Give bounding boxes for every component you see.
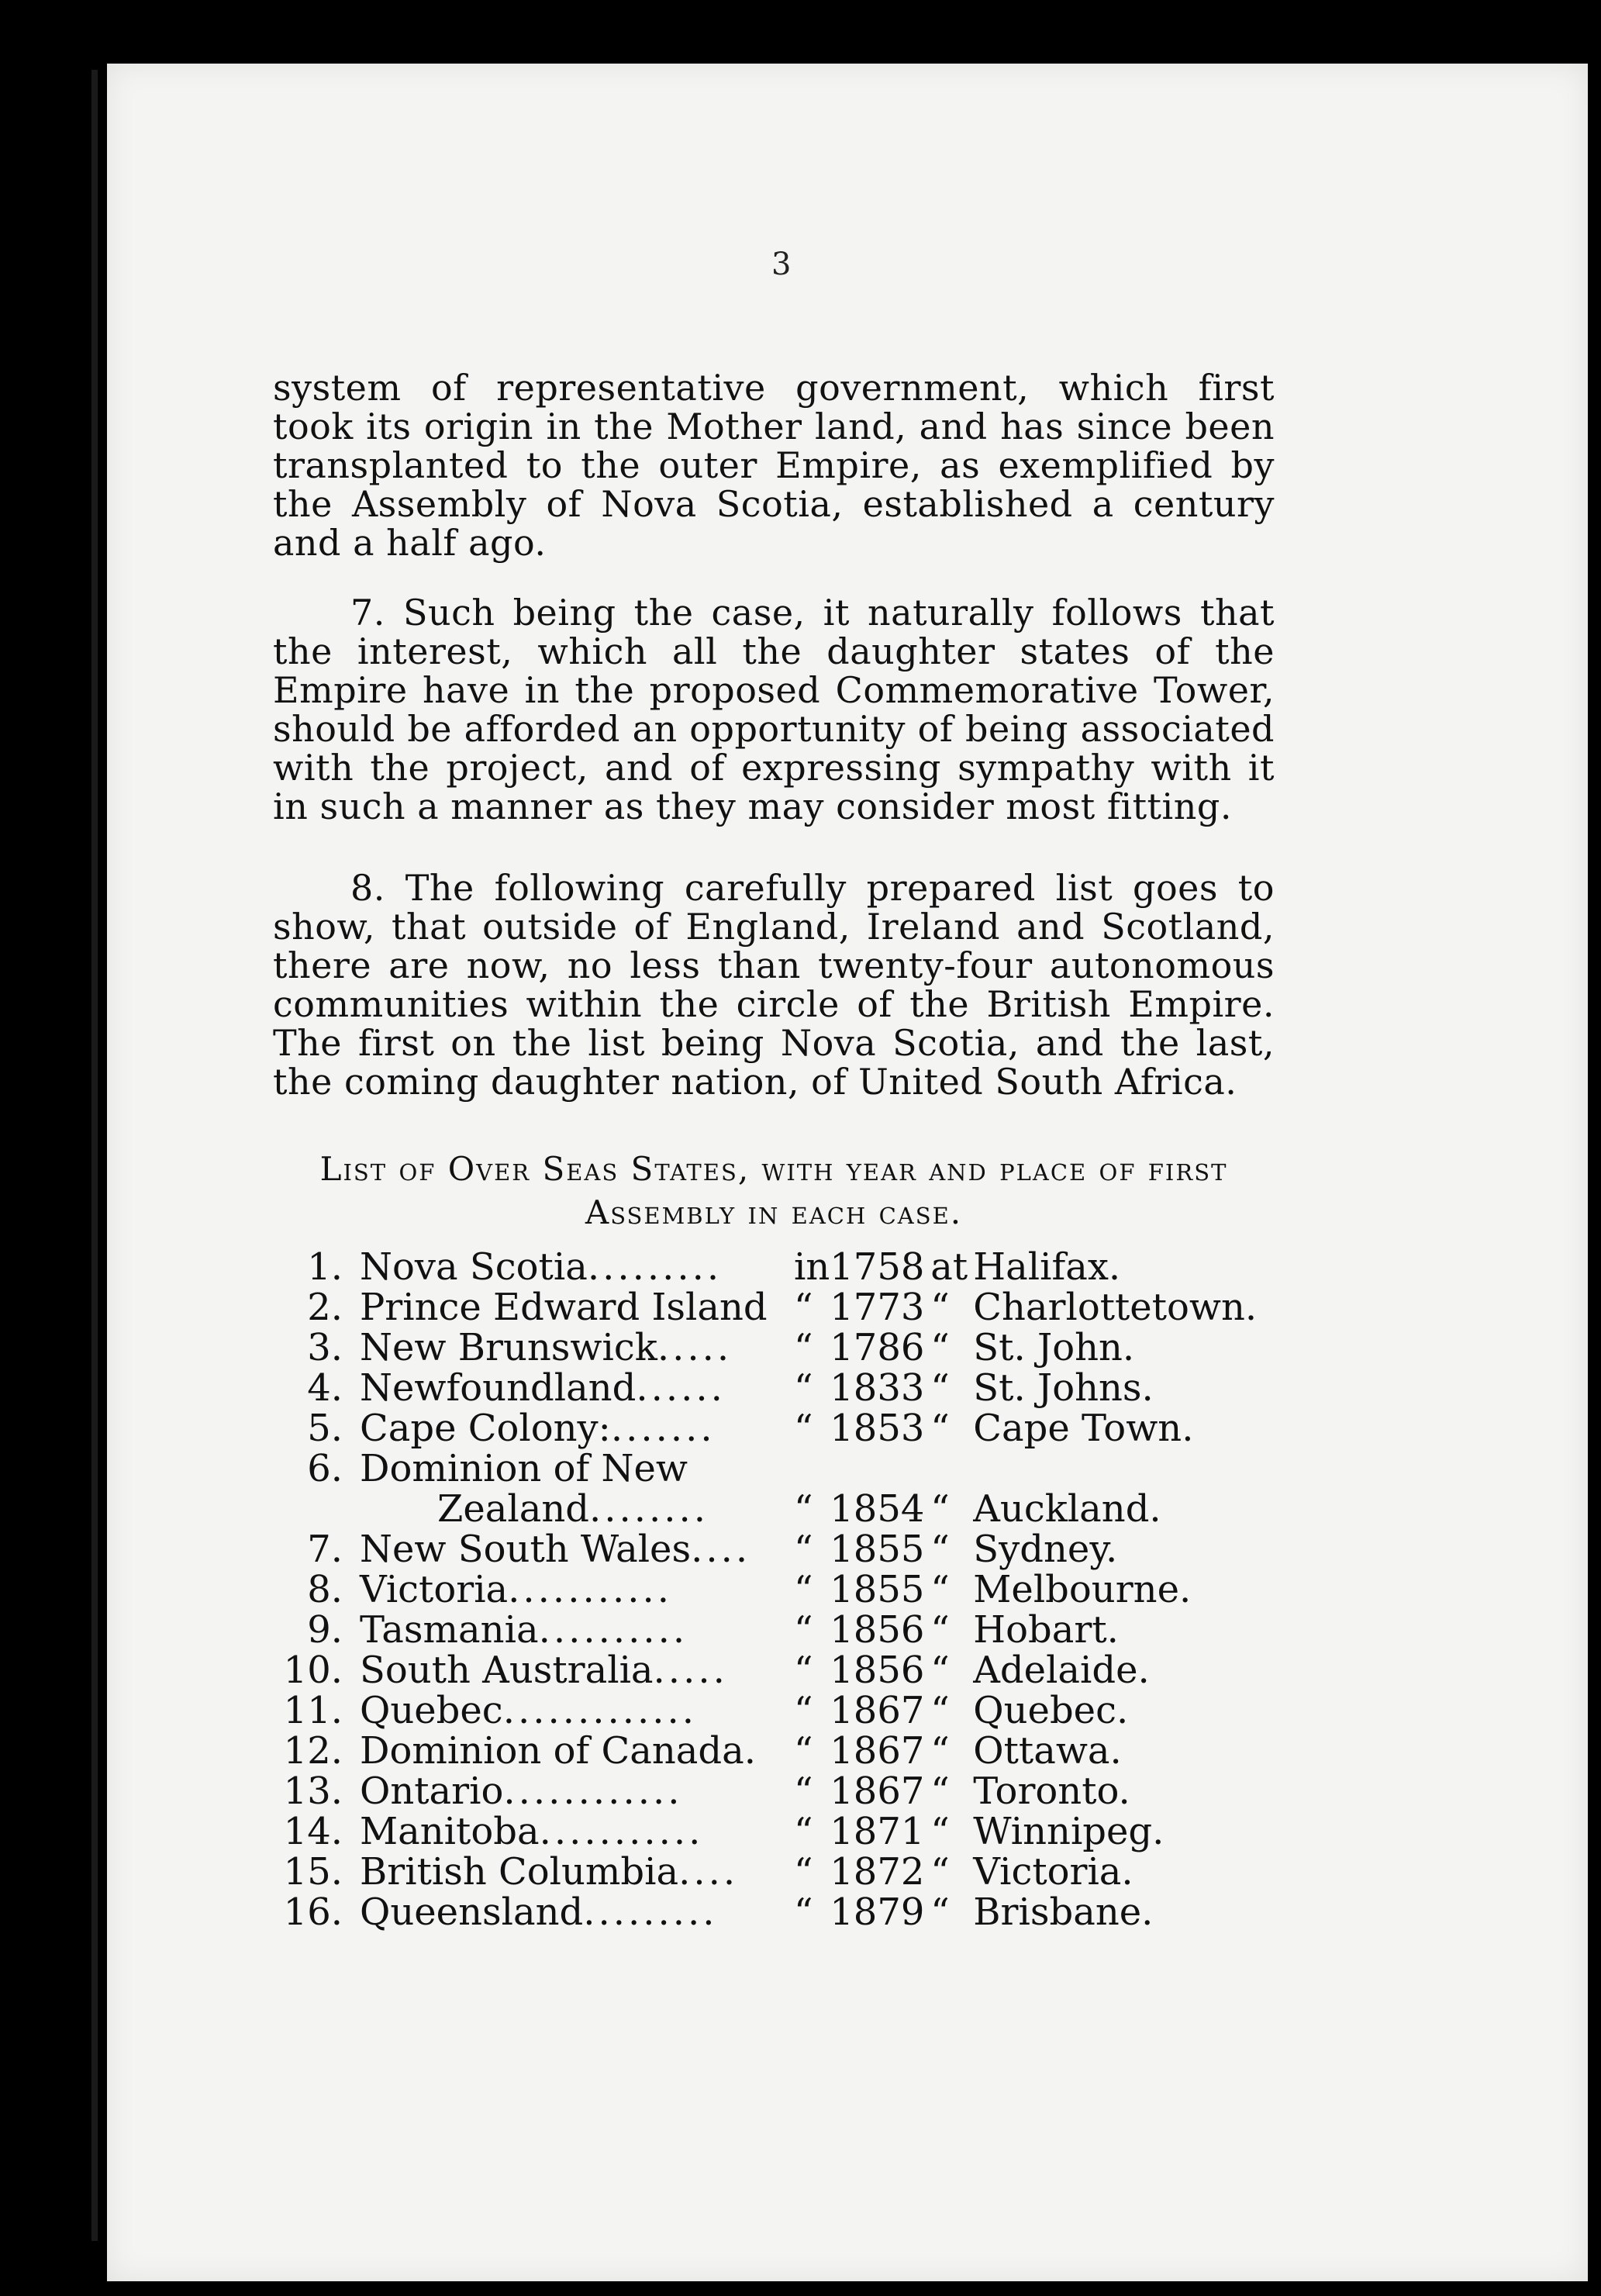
state-name-cell bbox=[360, 1368, 794, 1408]
assembly-year bbox=[830, 1448, 930, 1489]
table-row bbox=[273, 1731, 1296, 1771]
row-number: 7. bbox=[307, 1528, 343, 1571]
ditto-at: “ bbox=[930, 1366, 950, 1410]
state-name-cell bbox=[360, 1771, 794, 1811]
binding-edge bbox=[91, 70, 98, 2241]
leader-dots: ..... bbox=[653, 1649, 728, 1692]
assembly-place: Cape Town. bbox=[973, 1407, 1194, 1450]
state-name-cell bbox=[360, 1811, 794, 1852]
assembly-place: Winnipeg. bbox=[973, 1810, 1165, 1853]
assembly-year: 1786 bbox=[830, 1326, 925, 1369]
row-number: 15. bbox=[283, 1850, 343, 1894]
ditto-in: “ bbox=[794, 1326, 813, 1369]
assembly-place: Charlottetown. bbox=[973, 1286, 1258, 1329]
table-row bbox=[273, 1569, 1296, 1610]
ditto-at: at bbox=[930, 1245, 968, 1289]
assembly-place: Toronto. bbox=[973, 1769, 1130, 1813]
leader-dots: .......... bbox=[538, 1608, 688, 1652]
state-name: Nova Scotia bbox=[360, 1245, 588, 1289]
state-name: Newfoundland bbox=[360, 1366, 637, 1410]
assembly-place: Sydney. bbox=[973, 1528, 1118, 1571]
state-name-cell bbox=[360, 1529, 794, 1569]
assembly-year: 1855 bbox=[830, 1568, 925, 1611]
row-number: 1. bbox=[307, 1245, 343, 1289]
paragraph-7: 7. Such being the case, it naturally follows that the interest, which all the daughter states of the Empire have in the proposed Commemorative Tower, should be afforded an opportunity of being associated with the project, and of expressing sympathy with it in such a manner as they may consider most fitting. bbox=[273, 592, 1275, 827]
state-name-cell bbox=[360, 1650, 794, 1690]
leader-dots: ............. bbox=[502, 1689, 698, 1732]
state-name-cell bbox=[360, 1852, 794, 1892]
leader-dots: ...... bbox=[636, 1366, 726, 1410]
states-table bbox=[273, 1247, 1296, 1932]
ditto-at: “ bbox=[930, 1890, 950, 1934]
assembly-place: Hobart. bbox=[973, 1608, 1119, 1652]
ditto-at: “ bbox=[930, 1689, 950, 1732]
assembly-place: St. John. bbox=[973, 1326, 1135, 1369]
table-row bbox=[273, 1852, 1296, 1892]
table-row bbox=[273, 1690, 1296, 1731]
paragraph-1: system of representative government, which first took its origin in the Mother land, and has since been transplanted to the outer Empire, as exemplified by the Assembly of Nova Scotia, established a century and a half ago. bbox=[273, 367, 1275, 564]
row-number: 6. bbox=[307, 1447, 343, 1490]
state-name-cell bbox=[360, 1247, 794, 1287]
ditto-in: “ bbox=[794, 1568, 813, 1611]
table-row bbox=[273, 1368, 1296, 1408]
table-row bbox=[273, 1247, 1296, 1287]
ditto-at: “ bbox=[930, 1487, 950, 1531]
assembly-place: Adelaide. bbox=[973, 1649, 1150, 1692]
state-name-cell bbox=[360, 1489, 794, 1529]
ditto-at: “ bbox=[930, 1810, 950, 1853]
ditto-in: “ bbox=[794, 1689, 813, 1732]
state-name: Prince Edward Island bbox=[360, 1286, 768, 1329]
ditto-in: “ bbox=[794, 1769, 813, 1813]
assembly-year: 1855 bbox=[830, 1528, 925, 1571]
table-row bbox=[273, 1489, 1296, 1529]
leader-dots: ............ bbox=[503, 1769, 683, 1813]
state-name: Victoria bbox=[360, 1568, 509, 1611]
assembly-place: Auckland. bbox=[973, 1487, 1161, 1531]
ditto-at: “ bbox=[930, 1528, 950, 1571]
ditto-at: “ bbox=[930, 1407, 950, 1450]
state-name: Dominion of New bbox=[360, 1447, 688, 1490]
leader-dots: .... bbox=[678, 1850, 739, 1894]
list-title: List of Over Seas States, with year and place of first Assembly in each case. bbox=[319, 1150, 1228, 1231]
assembly-place: St. Johns. bbox=[973, 1366, 1154, 1410]
state-name: Zealand bbox=[437, 1487, 589, 1531]
ditto-at: “ bbox=[930, 1649, 950, 1692]
state-name: New South Wales bbox=[360, 1528, 692, 1571]
row-number: 2. bbox=[307, 1286, 343, 1329]
state-name: British Columbia bbox=[360, 1850, 679, 1894]
assembly-place: Ottawa. bbox=[973, 1729, 1122, 1773]
row-number: 9. bbox=[307, 1608, 343, 1652]
assembly-year: 1856 bbox=[830, 1649, 925, 1692]
state-name: Ontario bbox=[360, 1769, 504, 1813]
assembly-year: 1853 bbox=[830, 1407, 925, 1450]
state-name: Dominion of Canada bbox=[360, 1729, 744, 1773]
leader-dots: ......... bbox=[587, 1245, 723, 1289]
state-name-cell bbox=[360, 1731, 794, 1771]
ditto-in: “ bbox=[794, 1810, 813, 1853]
assembly-year: 1872 bbox=[830, 1850, 925, 1894]
state-name-cell bbox=[360, 1448, 794, 1489]
state-name: Tasmania bbox=[360, 1608, 539, 1652]
table-row bbox=[273, 1287, 1296, 1328]
row-number: 8. bbox=[307, 1568, 343, 1611]
table-row bbox=[273, 1650, 1296, 1690]
assembly-place bbox=[973, 1448, 1296, 1489]
state-name: New Brunswick bbox=[360, 1326, 657, 1369]
leader-dots: ......... bbox=[583, 1890, 718, 1934]
state-name: Quebec bbox=[360, 1689, 503, 1732]
row-number: 13. bbox=[283, 1769, 343, 1813]
assembly-year: 1867 bbox=[830, 1689, 925, 1732]
table-row bbox=[273, 1610, 1296, 1650]
ditto-at: “ bbox=[930, 1769, 950, 1813]
row-number: 10. bbox=[283, 1649, 343, 1692]
table-row bbox=[273, 1892, 1296, 1932]
table-row bbox=[273, 1811, 1296, 1852]
state-name-cell bbox=[360, 1892, 794, 1932]
state-name: Manitoba bbox=[360, 1810, 540, 1853]
table-row bbox=[273, 1771, 1296, 1811]
row-number: 16. bbox=[283, 1890, 343, 1934]
page-number: 3 bbox=[771, 247, 792, 282]
state-name: Queensland bbox=[360, 1890, 584, 1934]
ditto-in: “ bbox=[794, 1649, 813, 1692]
state-name-cell bbox=[360, 1690, 794, 1731]
assembly-year: 1867 bbox=[830, 1769, 925, 1813]
ditto-at bbox=[930, 1448, 973, 1489]
assembly-year: 1758 bbox=[830, 1245, 925, 1289]
assembly-place: Victoria. bbox=[973, 1850, 1133, 1894]
table-row bbox=[273, 1448, 1296, 1489]
state-name-cell bbox=[360, 1328, 794, 1368]
row-number: 4. bbox=[307, 1366, 343, 1410]
ditto-in bbox=[794, 1448, 830, 1489]
ditto-at: “ bbox=[930, 1326, 950, 1369]
table-row bbox=[273, 1408, 1296, 1448]
assembly-year: 1871 bbox=[830, 1810, 925, 1853]
assembly-place: Halifax. bbox=[973, 1245, 1121, 1289]
ditto-in: “ bbox=[794, 1528, 813, 1571]
ditto-at: “ bbox=[930, 1729, 950, 1773]
ditto-in: “ bbox=[794, 1286, 813, 1329]
ditto-in: in bbox=[794, 1245, 830, 1289]
assembly-year: 1833 bbox=[830, 1366, 925, 1410]
state-name-cell bbox=[360, 1610, 794, 1650]
assembly-year: 1854 bbox=[830, 1487, 925, 1531]
row-number: 14. bbox=[283, 1810, 343, 1853]
assembly-place: Brisbane. bbox=[973, 1890, 1154, 1934]
row-number: 11. bbox=[283, 1689, 343, 1732]
assembly-year: 1773 bbox=[830, 1286, 925, 1329]
leader-dots: ..... bbox=[657, 1326, 733, 1369]
leader-dots: . bbox=[744, 1729, 759, 1773]
ditto-in: “ bbox=[794, 1890, 813, 1934]
leader-dots: ........ bbox=[588, 1487, 709, 1531]
assembly-place: Quebec. bbox=[973, 1689, 1129, 1732]
assembly-year: 1856 bbox=[830, 1608, 925, 1652]
ditto-at: “ bbox=[930, 1608, 950, 1652]
state-name: South Australia bbox=[360, 1649, 654, 1692]
state-name-cell bbox=[360, 1408, 794, 1448]
assembly-place: Melbourne. bbox=[973, 1568, 1192, 1611]
ditto-in: “ bbox=[794, 1850, 813, 1894]
state-name: Cape Colony: bbox=[360, 1407, 611, 1450]
ditto-at: “ bbox=[930, 1850, 950, 1894]
leader-dots: ....... bbox=[610, 1407, 716, 1450]
ditto-at: “ bbox=[930, 1286, 950, 1329]
table-row bbox=[273, 1328, 1296, 1368]
row-number: 3. bbox=[307, 1326, 343, 1369]
state-name-cell bbox=[360, 1569, 794, 1610]
table-row bbox=[273, 1529, 1296, 1569]
row-number: 5. bbox=[307, 1407, 343, 1450]
assembly-year: 1879 bbox=[830, 1890, 925, 1934]
row-number bbox=[273, 1489, 360, 1529]
state-name-cell bbox=[360, 1287, 794, 1328]
row-number: 12. bbox=[283, 1729, 343, 1773]
leader-dots: ........... bbox=[508, 1568, 672, 1611]
leader-dots: ........... bbox=[539, 1810, 704, 1853]
ditto-in: “ bbox=[794, 1608, 813, 1652]
ditto-in: “ bbox=[794, 1366, 813, 1410]
ditto-in: “ bbox=[794, 1729, 813, 1773]
ditto-at: “ bbox=[930, 1568, 950, 1611]
ditto-in: “ bbox=[794, 1487, 813, 1531]
leader-dots: .... bbox=[691, 1528, 751, 1571]
assembly-year: 1867 bbox=[830, 1729, 925, 1773]
ditto-in: “ bbox=[794, 1407, 813, 1450]
paragraph-8: 8. The following carefully prepared list goes to show, that outside of England, Ireland and Scotland, there are now, no less than twenty-four autonomous communities within the circle of the British Empire. The first on the list being Nova Scotia, and the last, the coming daughter nation, of United South Africa. bbox=[273, 867, 1275, 1103]
